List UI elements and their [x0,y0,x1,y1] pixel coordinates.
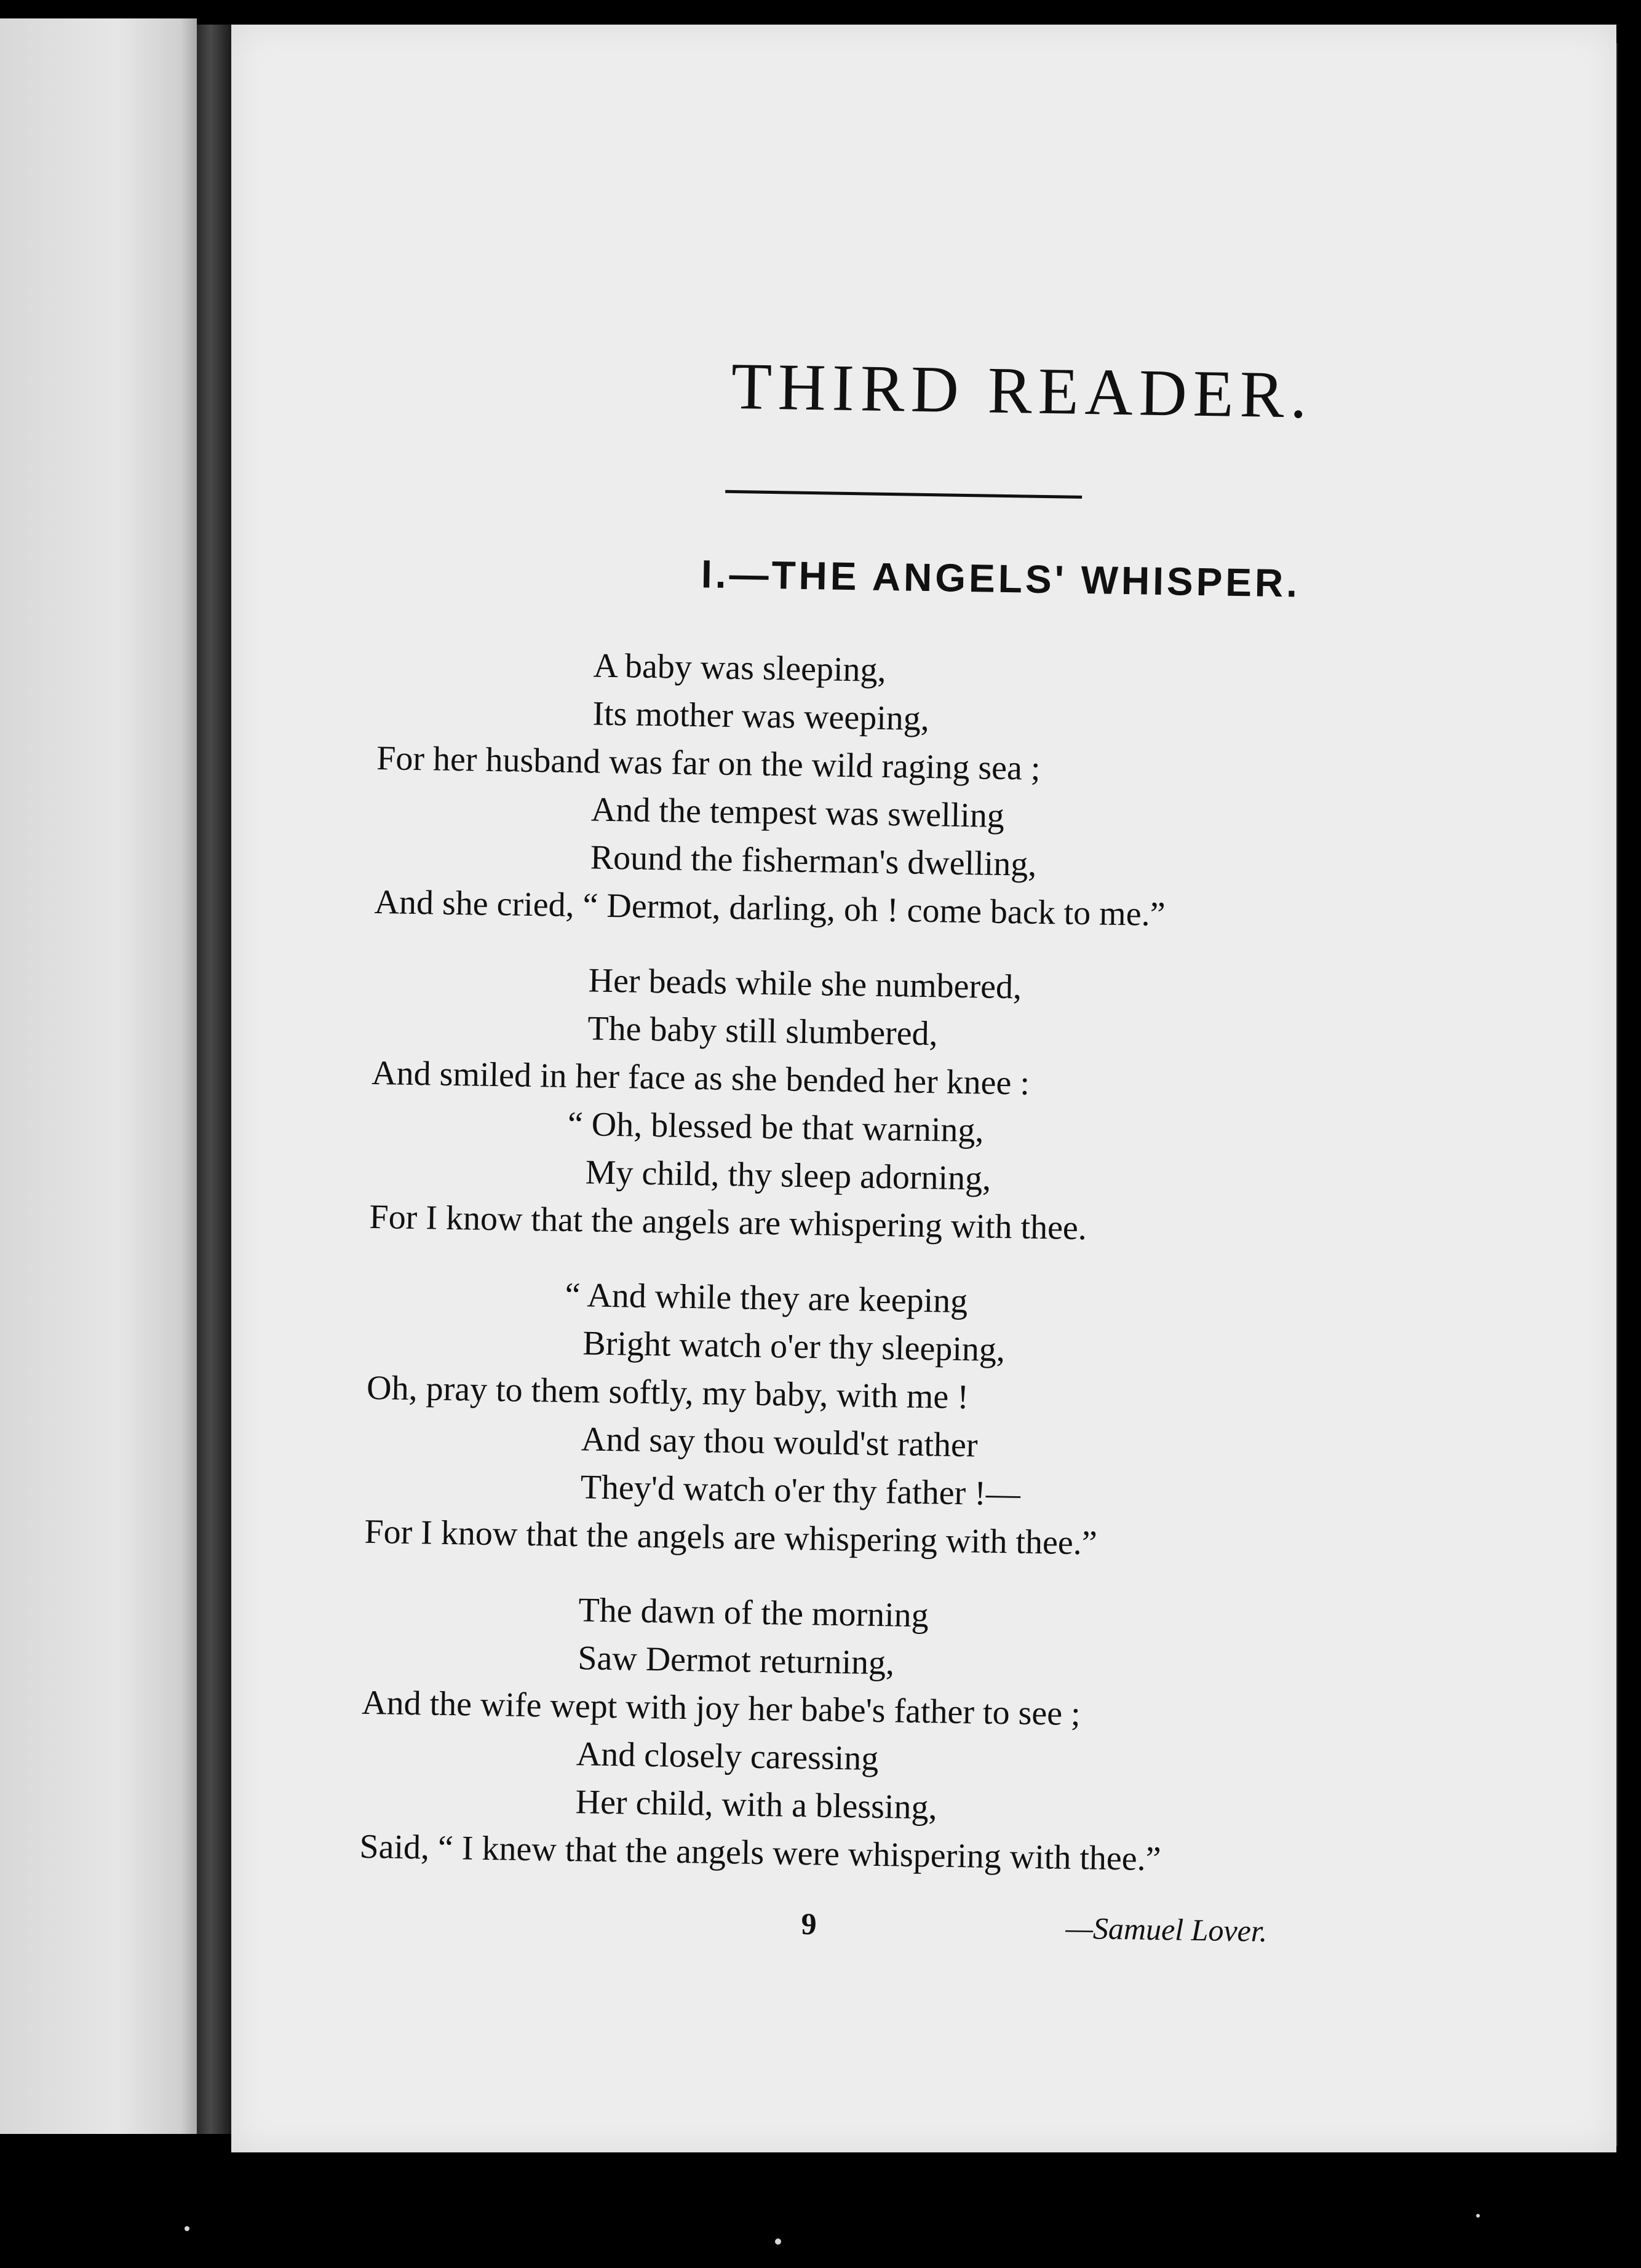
poem-line: Bright watch o'er thy sleeping, [582,1324,1006,1370]
page-content [213,15,1632,2164]
poem-line: Her beads while she numbered, [588,961,1022,1007]
page-number: 9 [801,1906,817,1941]
stanza-1 [232,636,1622,945]
scan-speck [775,2238,781,2245]
previous-page-edge [0,18,197,2134]
stanza-4 [218,1580,1607,1890]
poem-line: And the tempest was swelling [590,790,1005,835]
poem-line: For I know that the angels are whispering with thee. [369,1197,1087,1248]
title-rule [725,490,1082,499]
poem-line: Oh, pray to them softly, my baby, with me ! [366,1368,969,1417]
poem-line: And she cried, “ Dermot, darling, oh ! come back to me.” [374,882,1166,934]
book-title: THIRD READER. [730,349,1314,432]
poem-line: And the wife wept with joy her babe's father to see ; [361,1683,1081,1734]
poem [217,636,1622,1917]
stanza-2 [228,951,1617,1260]
poem-line: Said, “ I knew that the angels were whispering with thee.” [359,1827,1161,1879]
poem-line: Its mother was weeping, [592,694,930,739]
poem-attribution: —Samuel Lover. [1065,1910,1268,1948]
poem-line: They'd watch o'er thy father !— [580,1468,1021,1513]
poem-line: For I know that the angels are whispering with thee.” [364,1512,1098,1563]
poem-line: For her husband was far on the wild raging sea ; [376,739,1041,788]
lesson-heading: I.—THE ANGELS' WHISPER. [701,552,1301,606]
poem-line: Round the fisherman's dwelling, [590,838,1037,884]
scan-speck [1476,2214,1480,2218]
poem-line: And smiled in her face as she bended her knee : [371,1053,1030,1103]
scan-speck [185,2226,189,2231]
poem-line: The dawn of the morning [578,1591,929,1635]
poem-line: Her child, with a blessing, [575,1783,937,1827]
stanza-3 [223,1266,1612,1575]
poem-line: “ Oh, blessed be that warning, [567,1104,984,1150]
poem-line: Saw Dermot returning, [577,1639,895,1683]
book-page [231,25,1616,2152]
poem-line: The baby still slumbered, [587,1009,939,1053]
poem-line: A baby was sleeping, [593,646,887,689]
poem-line: “ And while they are keeping [565,1275,968,1321]
poem-line: And closely caressing [576,1735,879,1778]
poem-line: My child, thy sleep adorning, [585,1153,991,1198]
poem-line: And say thou would'st rather [581,1420,979,1465]
